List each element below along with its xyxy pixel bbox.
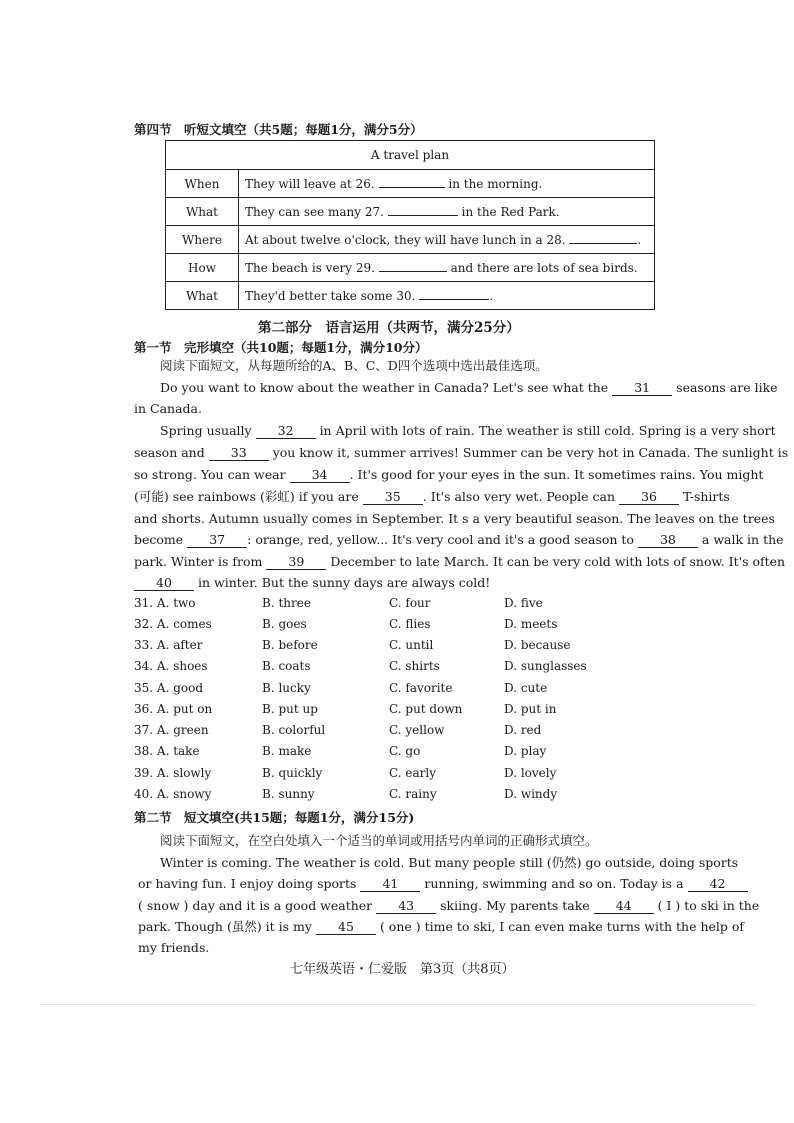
option-text[interactable]: D. lovely bbox=[504, 766, 557, 780]
blank-37[interactable]: 37 bbox=[187, 532, 247, 548]
option-text[interactable]: C. early bbox=[389, 766, 436, 780]
option-text[interactable]: B. quickly bbox=[262, 766, 323, 780]
option-text[interactable]: B. lucky bbox=[262, 681, 311, 695]
option-text[interactable]: B. before bbox=[262, 638, 318, 652]
part2-heading: 第二部分 语言运用（共两节，满分25分） bbox=[258, 320, 520, 336]
option-text[interactable]: C. favorite bbox=[389, 681, 453, 695]
option-text[interactable]: B. put up bbox=[262, 702, 318, 716]
option-text[interactable]: D. put in bbox=[504, 702, 557, 716]
section1-heading: 第一节 完形填空（共10题；每题1分，满分10分） bbox=[134, 340, 428, 355]
option-text[interactable]: B. goes bbox=[262, 617, 307, 631]
blank-29[interactable] bbox=[379, 271, 447, 272]
table-row: What They can see many 27. in the Red Park. bbox=[166, 198, 655, 226]
option-text[interactable]: 34. A. shoes bbox=[134, 659, 208, 673]
option-text[interactable]: D. red bbox=[504, 723, 542, 737]
blank-28[interactable] bbox=[569, 243, 637, 244]
blank-38[interactable]: 38 bbox=[638, 532, 698, 548]
blank-45[interactable]: 45 bbox=[316, 919, 376, 935]
section2-instruction: 阅读下面短文，在空白处填入一个适当的单词或用括号内单词的正确形式填空。 bbox=[160, 833, 598, 848]
option-text[interactable]: D. because bbox=[504, 638, 571, 652]
option-text[interactable]: C. go bbox=[389, 744, 421, 758]
option-text[interactable]: C. rainy bbox=[389, 787, 437, 801]
blank-31[interactable]: 31 bbox=[612, 380, 672, 396]
part4-heading: 第四节 听短文填空（共5题；每题1分，满分5分） bbox=[134, 122, 423, 137]
option-text[interactable]: C. put down bbox=[389, 702, 463, 716]
blank-26[interactable] bbox=[379, 187, 445, 188]
blank-43[interactable]: 43 bbox=[376, 898, 436, 914]
option-text[interactable]: 37. A. green bbox=[134, 723, 209, 737]
option-text[interactable]: B. three bbox=[262, 596, 311, 610]
blank-42[interactable]: 42 bbox=[688, 876, 748, 892]
travel-plan-table bbox=[165, 140, 655, 310]
option-text[interactable]: D. meets bbox=[504, 617, 558, 631]
table-row: How The beach is very 29. and there are lots of sea birds. bbox=[166, 254, 655, 282]
option-text[interactable]: D. windy bbox=[504, 787, 558, 801]
page-footer: 七年级英语・仁爱版 第3页（共8页） bbox=[290, 962, 515, 977]
option-text[interactable]: B. colorful bbox=[262, 723, 326, 737]
option-text[interactable]: B. sunny bbox=[262, 787, 315, 801]
option-text[interactable]: 33. A. after bbox=[134, 638, 203, 652]
blank-33[interactable]: 33 bbox=[209, 445, 269, 461]
blank-32[interactable]: 32 bbox=[256, 423, 316, 439]
option-text[interactable]: 36. A. put on bbox=[134, 702, 213, 716]
blank-30[interactable] bbox=[419, 299, 489, 300]
option-text[interactable]: 40. A. snowy bbox=[134, 787, 212, 801]
option-text[interactable]: D. sunglasses bbox=[504, 659, 587, 673]
option-text[interactable]: 39. A. slowly bbox=[134, 766, 212, 780]
option-text[interactable]: 35. A. good bbox=[134, 681, 204, 695]
table-title: A travel plan bbox=[166, 141, 655, 170]
blank-44[interactable]: 44 bbox=[594, 898, 654, 914]
page-divider bbox=[40, 1004, 755, 1005]
option-text[interactable]: 32. A. comes bbox=[134, 617, 212, 631]
option-text[interactable]: 31. A. two bbox=[134, 596, 196, 610]
blank-35[interactable]: 35 bbox=[363, 489, 423, 505]
option-text[interactable]: 38. A. take bbox=[134, 744, 200, 758]
blank-27[interactable] bbox=[388, 215, 458, 216]
section2-heading: 第二节 短文填空(共15题；每题1分，满分15分) bbox=[134, 810, 415, 825]
blank-36[interactable]: 36 bbox=[619, 489, 679, 505]
table-row: When They will leave at 26. in the morning. bbox=[166, 170, 655, 198]
option-text[interactable]: C. flies bbox=[389, 617, 431, 631]
blank-41[interactable]: 41 bbox=[360, 876, 420, 892]
table-row: What They'd better take some 30. . bbox=[166, 282, 655, 310]
section1-instruction: 阅读下面短文，从每题所给的A、B、C、D四个选项中选出最佳选项。 bbox=[160, 358, 548, 373]
option-text[interactable]: D. play bbox=[504, 744, 547, 758]
option-text[interactable]: D. cute bbox=[504, 681, 548, 695]
option-text[interactable]: C. yellow bbox=[389, 723, 445, 737]
option-text[interactable]: D. five bbox=[504, 596, 543, 610]
table-row: Where At about twelve o'clock, they will have lunch in a 28. . bbox=[166, 226, 655, 254]
blank-39[interactable]: 39 bbox=[266, 554, 326, 570]
option-text[interactable]: B. make bbox=[262, 744, 312, 758]
option-text[interactable]: B. coats bbox=[262, 659, 311, 673]
option-text[interactable]: C. four bbox=[389, 596, 431, 610]
blank-34[interactable]: 34 bbox=[290, 467, 350, 483]
option-text[interactable]: C. shirts bbox=[389, 659, 440, 673]
option-text[interactable]: C. until bbox=[389, 638, 434, 652]
blank-40[interactable]: 40 bbox=[134, 575, 194, 591]
